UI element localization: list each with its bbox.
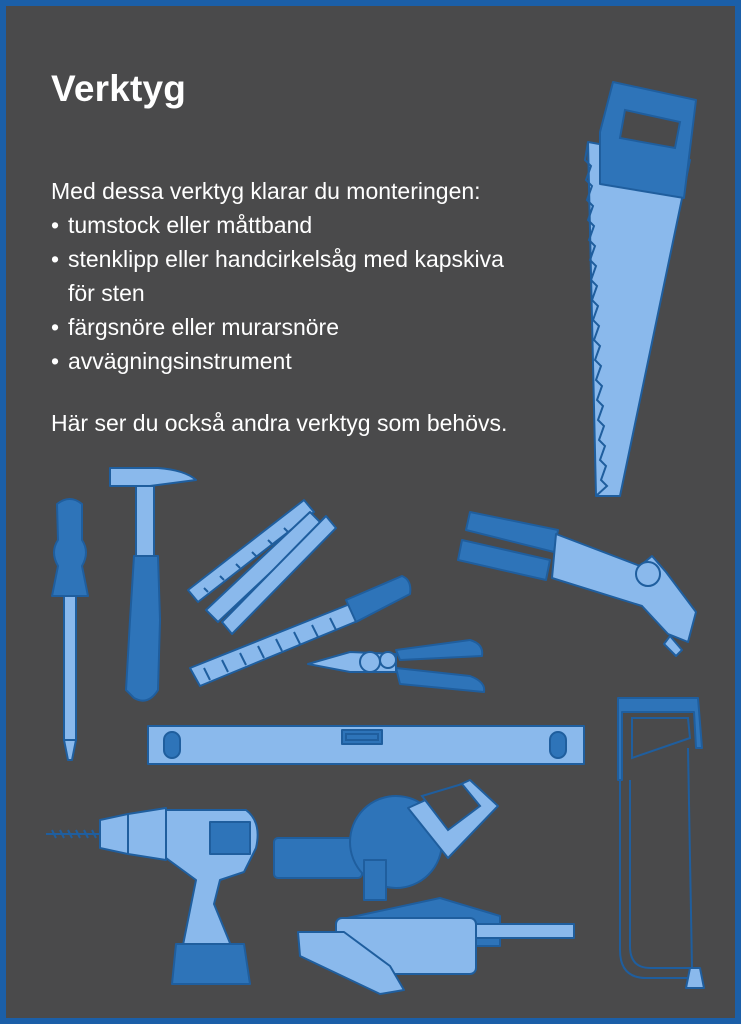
handsaw-icon (585, 82, 696, 496)
outro-text: Här ser du också andra verktyg som behövs. (51, 410, 508, 436)
list-item: • avvägningsinstrument (51, 344, 531, 378)
list-item: • tumstock eller måttband (51, 208, 531, 242)
miter-saw-icon (274, 780, 574, 994)
rivet-gun-icon (458, 512, 696, 656)
folding-ruler-icon (188, 500, 336, 634)
tin-snips-icon (308, 640, 484, 692)
intro-text: Med dessa verktyg klarar du monteringen: (51, 178, 481, 204)
spirit-level-icon (148, 726, 584, 764)
screwdriver-icon (52, 499, 88, 760)
list-item: • färgsnöre eller murarsnöre (51, 310, 531, 344)
cordless-drill-icon (46, 808, 258, 984)
list-item: • stenklipp eller handcirkelsåg med kapskiva för sten (51, 242, 531, 310)
hammer-icon (110, 468, 196, 701)
hacksaw-icon (618, 698, 704, 988)
page-title: Verktyg (51, 68, 187, 109)
